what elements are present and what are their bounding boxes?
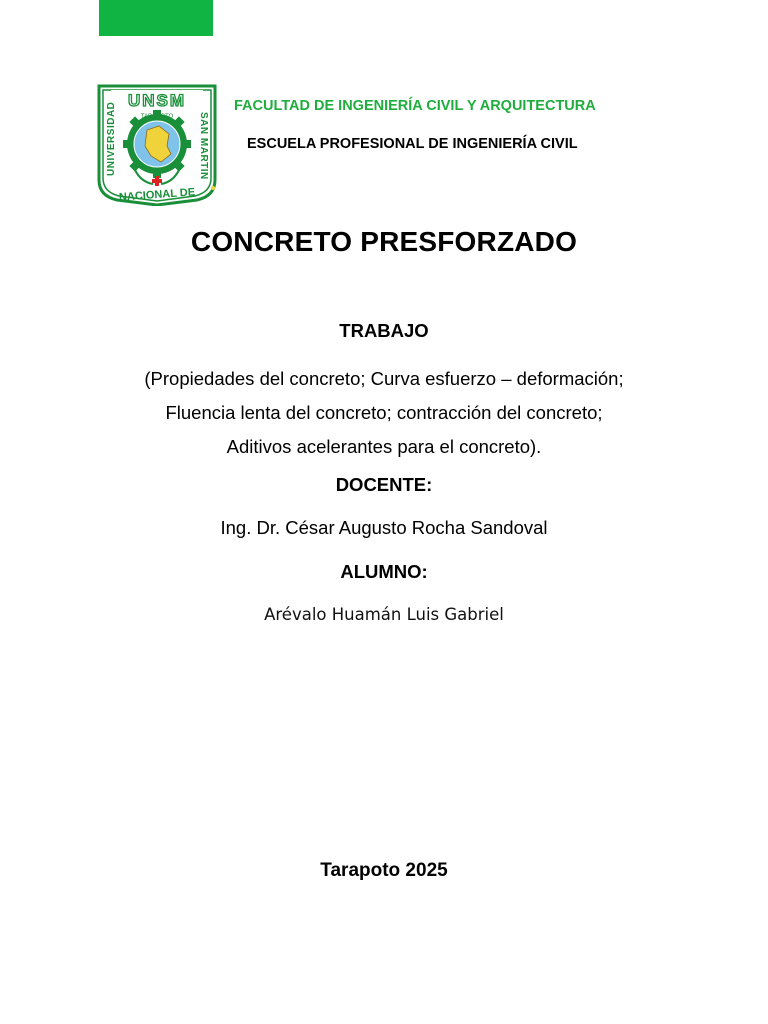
description-line: Aditivos acelerantes para el concreto). (226, 436, 542, 457)
student-name: Arévalo Huamán Luis Gabriel (264, 605, 504, 624)
university-logo (97, 84, 217, 206)
work-description (0, 362, 768, 464)
document-title: CONCRETO PRESFORZADO (190, 226, 578, 257)
top-green-bar (99, 0, 213, 36)
unsm-university-seal-icon (97, 84, 217, 206)
logo-ring-left: UNIVERSIDAD (106, 101, 117, 176)
work-label: TRABAJO (339, 320, 429, 341)
logo-ring-right: SAN MARTIN (198, 112, 209, 180)
teacher-name: Ing. Dr. César Augusto Rocha Sandoval (220, 517, 548, 538)
logo-acronym: UNSM (127, 91, 187, 110)
place-year: Tarapoto 2025 (320, 860, 448, 881)
description-line: Fluencia lenta del concreto; contracción del concreto; (165, 402, 603, 423)
faculty-name: FACULTAD DE INGENIERÍA CIVIL Y ARQUITECTURA (234, 98, 596, 114)
teacher-label: DOCENTE: (335, 474, 433, 495)
student-label: ALUMNO: (340, 561, 428, 582)
school-name: ESCUELA PROFESIONAL DE INGENIERÍA CIVIL (247, 136, 578, 152)
description-line: (Propiedades del concreto; Curva esfuerzo – deformación; (144, 368, 624, 389)
logo-city: TARAPOTO (140, 114, 174, 120)
gear-icon (123, 110, 191, 178)
logo-ring-bottom: NACIONAL DE (118, 186, 196, 204)
